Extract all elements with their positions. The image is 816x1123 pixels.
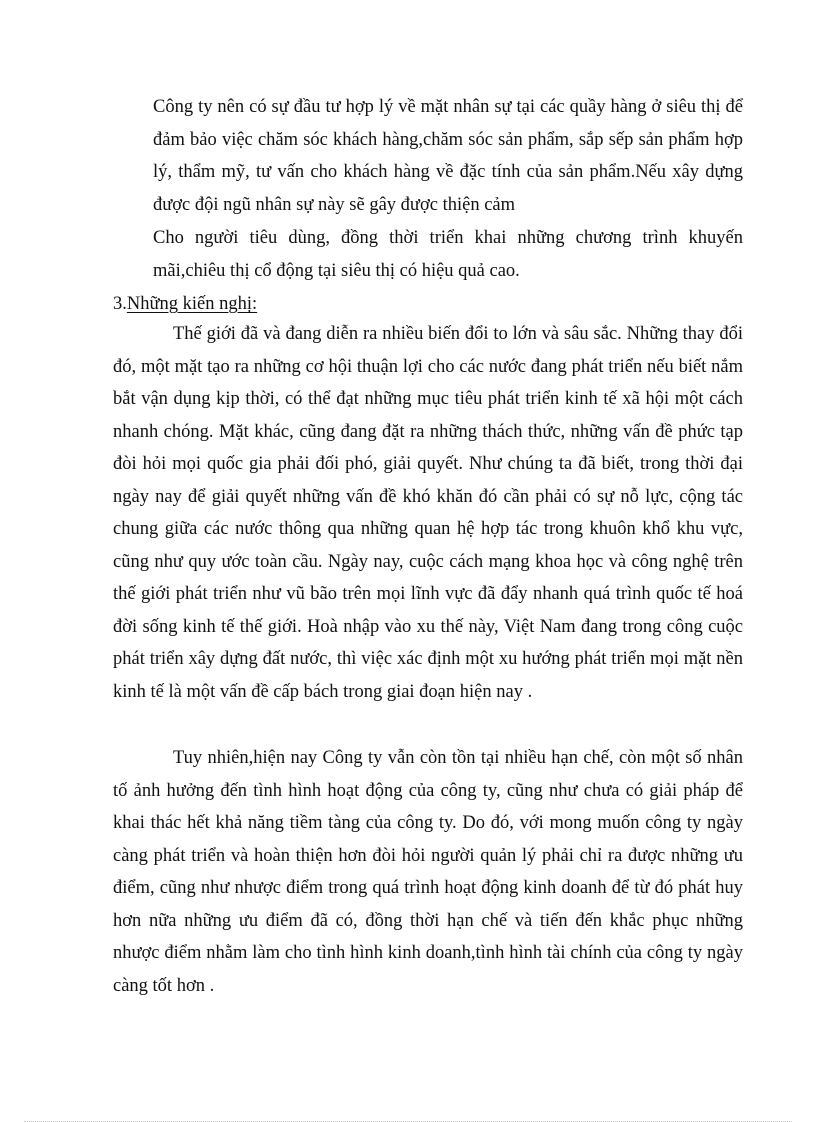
paragraph-staffing: Công ty nên có sự đầu tư hợp lý về mặt nhân sự tại các quầy hàng ở siêu thị để đảm bảo việc chăm sóc khách hàng,chăm sóc sản phẩm, sắp sếp sản phẩm hợp lý, thẩm mỹ, tư vấn cho khách hàng về đặc tính của sản phẩm.Nếu xây dựng được đội ngũ nhân sự này sẽ gây được thiện cảm [153, 97, 743, 215]
paragraph-global-context: Thế giới đã và đang diễn ra nhiều biến đổi to lớn và sâu sắc. Những thay đổi đó, một mặt tạo ra những cơ hội thuận lợi cho các nước đang phát triển nếu biết nắm bắt vận dụng kịp thời, có thể đạt những mục tiêu phát triển kinh tế xã hội một cách nhanh chóng. Mặt khác, cũng đang đặt ra những thách thức, những vấn đề phức tạp đòi hỏi mọi quốc gia phải đối phó, giải quyết. Như chúng ta đã biết, trong thời đại ngày nay để giải quyết những vấn đề khó khăn đó cần phải có sự nỗ lực, cộng tác chung giữa các nước thông qua những quan hệ hợp tác trong khuôn khổ khu vực, cũng như quy ước toàn cầu. Ngày nay, cuộc cách mạng khoa học và công nghệ trên thế giới phát triển như vũ bão trên mọi lĩnh vực đã đẩy nhanh quá trình quốc tế hoá đời sống kinh tế thế giới. Hoà nhập vào xu thế này, Việt Nam đang trong công cuộc phát triển xây dựng đất nước, thì việc xác định một xu hướng phát triển mọi mặt nền kinh tế là một vấn đề cấp bách trong giai đoạn hiện nay . [113, 324, 743, 702]
page-bottom-rule [24, 1121, 792, 1122]
section-heading [113, 288, 257, 321]
section-number: 3. [113, 294, 127, 314]
section-title: Những kiến nghị: [126, 294, 258, 314]
paragraph-promotion: Cho người tiêu dùng, đồng thời triển khai những chương trình khuyến mãi,chiêu thị cổ động tại siêu thị có hiệu quả cao. [153, 228, 743, 281]
paragraph-limitations: Tuy nhiên,hiện nay Công ty vẫn còn tồn tại nhiều hạn chế, còn một số nhân tố ảnh hưởng đến tình hình hoạt động của công ty, cũng như chưa có giải pháp để khai thác hết khả năng tiềm tàng của công ty. Do đó, với mong muốn công ty ngày càng phát triển và hoàn thiện hơn đòi hỏi người quản lý phải chỉ ra được những ưu điểm, cũng như nhược điểm trong quá trình hoạt động kinh doanh để từ đó phát huy hơn nữa những ưu điểm đã có, đồng thời hạn chế và tiến đến khắc phục những nhược điểm nhằm làm cho tình hình kinh doanh,tình hình tài chính của công ty ngày càng tốt hơn . [113, 748, 743, 996]
